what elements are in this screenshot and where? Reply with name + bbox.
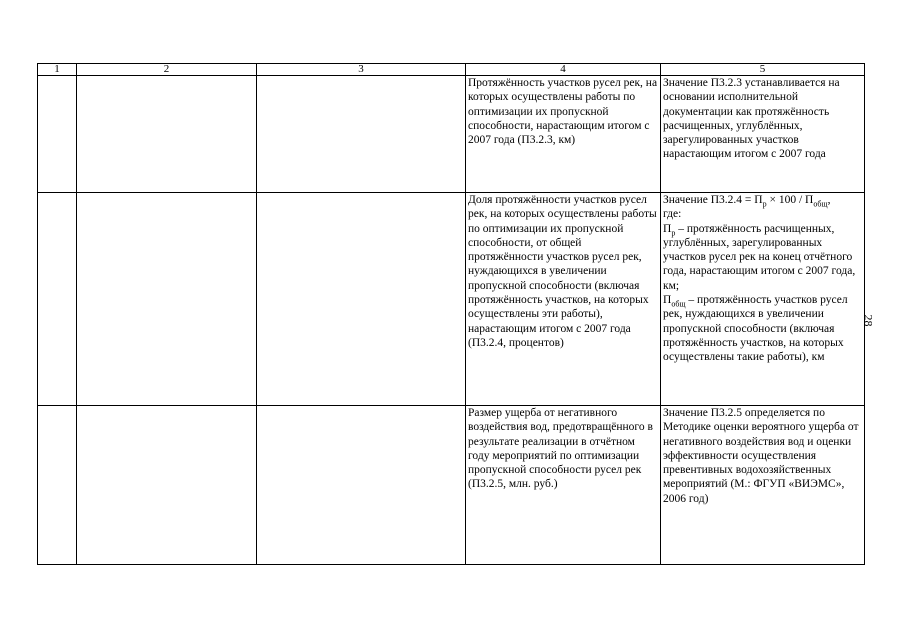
indicator-text: Доля протяжённости участков русел рек, на которых осуществлены работы по оптимизации их пропускной способности, от общей протяжённости участков русел рек, нуждающихся в увеличении пропускной способности (включая протяжённость участков, на которых осуществлены эти работы), нарастающим итогом с 2007 года (П3.2.4, процентов)	[468, 194, 657, 349]
table-row	[38, 76, 865, 193]
formula-prefix: Значение П3.2.4 = П	[663, 194, 763, 206]
cell-empty	[38, 406, 77, 565]
cell-empty	[38, 193, 77, 406]
indicator-cell	[466, 193, 661, 406]
definition-text: – протяжённость расчищенных, углублённых, зарегулированных участков русел рек на конец отчётного года, нарастающим итогом с 2007 года, км;	[663, 222, 856, 292]
formula-mid: × 100 / П	[766, 194, 814, 206]
definition-pr	[663, 222, 862, 293]
header-col-2: 2	[77, 64, 257, 76]
data-table	[37, 63, 865, 565]
symbol-sub: общ	[671, 299, 686, 309]
method-text: Значение П3.2.3 устанавливается на основании исполнительной документации как протяжённость расчищенных, углублённых, зарегулированных участков нарастающим итогом с 2007 года	[663, 77, 840, 161]
cell-empty	[38, 76, 77, 193]
definition-pobsh	[663, 293, 862, 364]
cell-empty	[257, 76, 466, 193]
symbol: П	[663, 222, 672, 235]
method-cell	[661, 76, 865, 193]
method-cell	[661, 193, 865, 406]
formula-sub: общ	[813, 199, 828, 209]
symbol-sub: р	[671, 227, 676, 237]
table-row	[38, 406, 865, 565]
indicator-cell	[466, 406, 661, 565]
symbol: П	[663, 294, 672, 307]
method-text: Значение П3.2.5 определяется по Методике оценки вероятного ущерба от негативного воздействия вод и оценки эффективности осуществления превентивных водохозяйственных мероприятий (М.: ФГУП «ВИЭМС», 2006 год)	[663, 407, 859, 505]
method-cell	[661, 406, 865, 565]
table-row	[38, 193, 865, 406]
cell-empty	[77, 193, 257, 406]
header-col-4: 4	[466, 64, 661, 76]
formula-sub: р	[762, 199, 767, 209]
definition-text: – протяжённость участков русел рек, нуждающихся в увеличении пропускной способности (включая протяжённость участков, на которых осуществлены такие работы), км	[663, 294, 848, 364]
indicator-text: Протяжённость участков русел рек, на которых осуществлены работы по оптимизации их пропускной способности, нарастающим итогом с 2007 года (П3.2.3, км)	[468, 77, 658, 147]
where-label: где:	[663, 208, 682, 221]
cell-empty	[77, 406, 257, 565]
header-col-3: 3	[257, 64, 466, 76]
page-number: 28	[861, 314, 876, 327]
header-row	[38, 64, 865, 76]
formula-line	[663, 193, 862, 207]
cell-empty	[257, 406, 466, 565]
header-col-5: 5	[661, 64, 865, 76]
indicator-cell	[466, 76, 661, 193]
formula-suffix: ,	[827, 194, 831, 206]
cell-empty	[77, 76, 257, 193]
indicator-text: Размер ущерба от негативного воздействия вод, предотвращённого в результате реализации в отчётном году мероприятий по оптимизации пропускной способности русел рек (П3.2.5, млн. руб.)	[468, 407, 653, 491]
cell-empty	[257, 193, 466, 406]
header-col-1: 1	[38, 64, 77, 76]
